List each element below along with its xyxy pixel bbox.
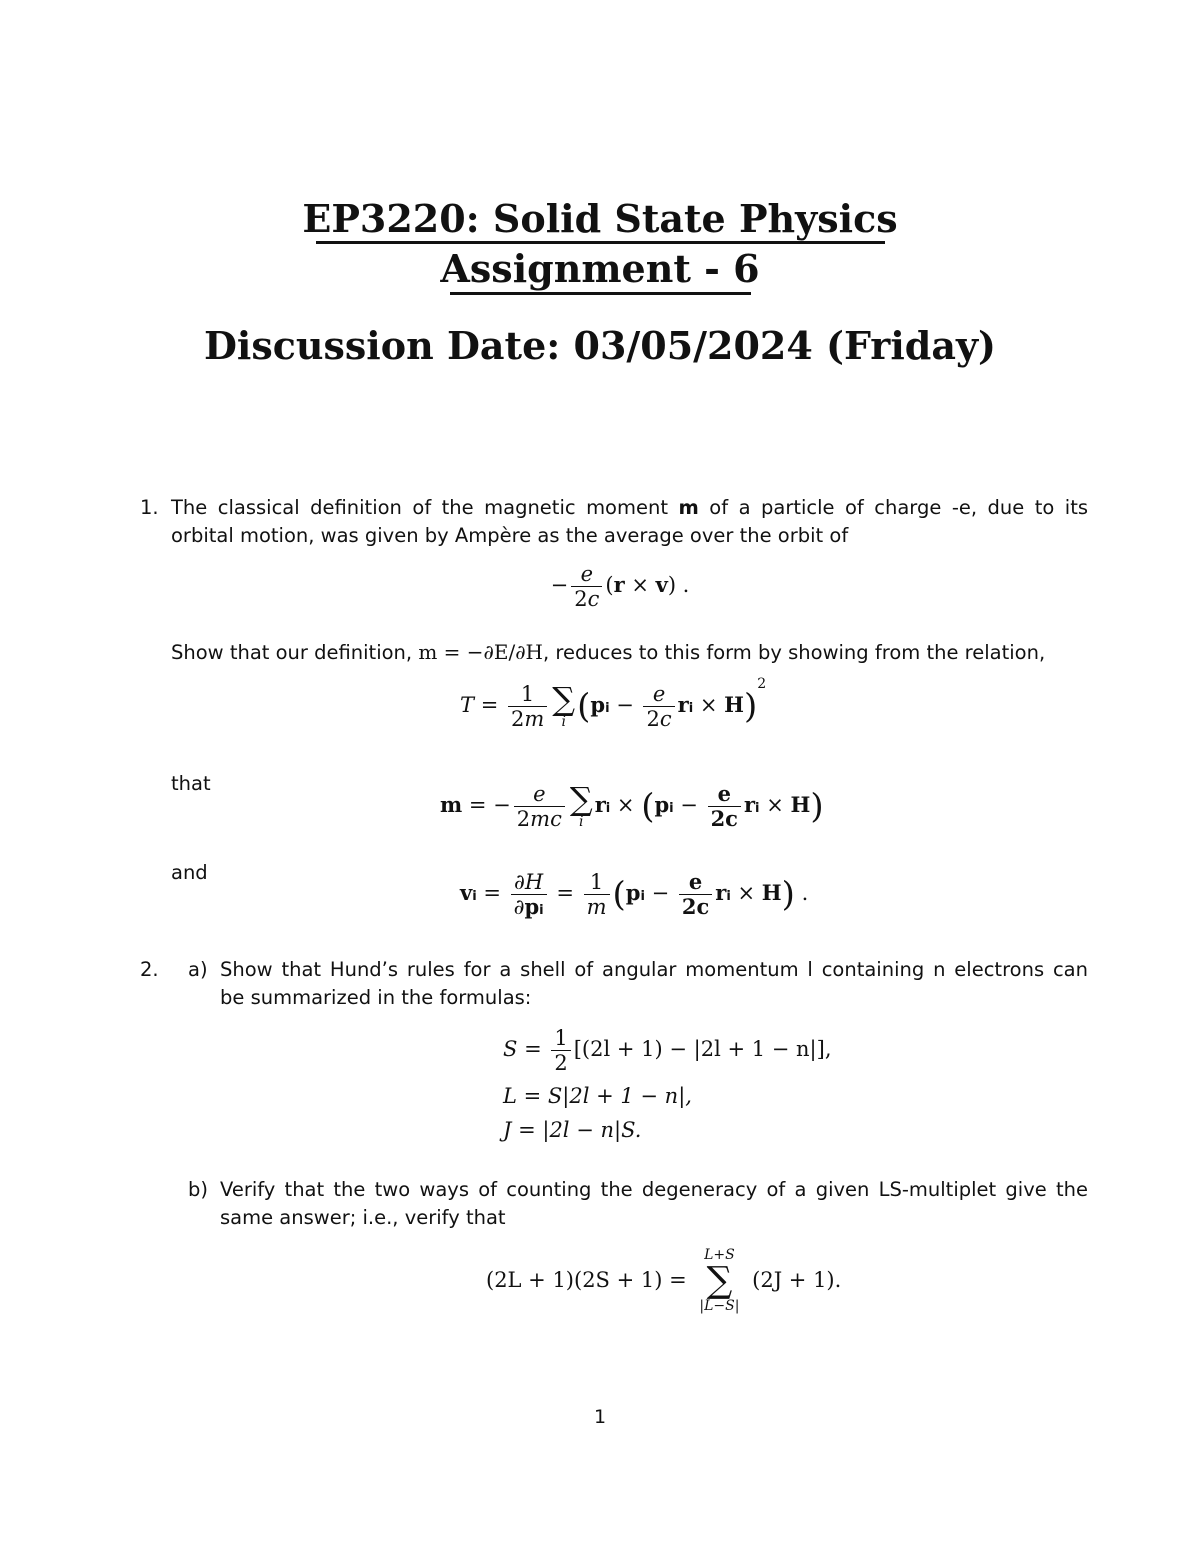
course-title-underline — [316, 241, 885, 244]
magnetic-moment-symbol: m — [678, 496, 699, 519]
degeneracy-left: (2L + 1)(2S + 1) = — [486, 1267, 687, 1292]
equation-classical-moment: − $\frac{e}{2c}$ (r × v) . — [550, 562, 690, 612]
assignment-title: Assignment - 6 — [440, 246, 760, 291]
degeneracy-right: (2J + 1). — [752, 1267, 842, 1292]
problem-1-text-a: The classical definition of the magnetic moment — [171, 496, 668, 519]
problem-1-line-1 — [171, 494, 1088, 522]
page-number: 1 — [593, 1406, 607, 1428]
equation-S-body: [(2l + 1) − |2l + 1 − n|], — [573, 1037, 832, 1062]
equation-magnetic-moment: m = − $\frac{e}{2mc}$ ∑ i ri × (pi − $\frac{e}{2c}$ ri × H) — [440, 779, 824, 832]
problem-1-show-line — [171, 638, 1045, 667]
part-b-label: b) — [188, 1178, 208, 1201]
sum-upper-limit: L+S — [704, 1247, 735, 1263]
part-b-line-1: Verify that the two ways of counting the degeneracy of a given LS-multiplet give the — [220, 1178, 1088, 1201]
and-label: and — [171, 861, 208, 884]
part-a-line-2: be summarized in the formulas: — [220, 986, 532, 1009]
equation-S: S = $\frac{1}{2}$ [(2l + 1) − |2l + 1 − n|], — [503, 1026, 832, 1076]
discussion-date: Discussion Date: 03/05/2024 (Friday) — [203, 323, 997, 368]
equation-L: L = S|2l + 1 − n|, — [503, 1084, 692, 1108]
problem-1-text-b: of a particle of charge -e, due to its — [709, 496, 1089, 519]
moment-definition: m = −∂E/∂H — [418, 640, 543, 664]
course-title: EP3220: Solid State Physics — [302, 196, 898, 241]
equation-J: J = |2l − n|S. — [503, 1118, 642, 1142]
part-a-label: a) — [188, 958, 208, 981]
that-label: that — [171, 772, 211, 795]
show-text-b: , reduces to this form by showing from the relation, — [542, 641, 1046, 664]
problem-1-line-2: orbital motion, was given by Ampère as the average over the orbit of — [171, 524, 849, 547]
equation-kinetic-energy: T = $\frac{1}{2m}$ ∑ i (pi − $\frac{e}{2c}$ ri × H)$^2$ — [460, 676, 767, 732]
assignment-title-underline — [450, 292, 751, 295]
equation-velocity: vi = $\frac{\partial H}{\partial pi}$ = $\frac{1}{m}$ (pi − $\frac{e}{2c}$ ri × H) . — [460, 869, 809, 920]
problem-2-number: 2. — [140, 958, 159, 981]
sum-lower-limit: |L−S| — [699, 1298, 740, 1315]
part-a-line-1: Show that Hund’s rules for a shell of angular momentum l containing n electrons can — [220, 958, 1088, 981]
show-text-a: Show that our definition, — [171, 641, 413, 664]
problem-1-number: 1. — [140, 496, 159, 519]
part-b-line-2: same answer; i.e., verify that — [220, 1206, 506, 1229]
equation-degeneracy: (2L + 1)(2S + 1) = L+S ∑ |L−S| (2J + 1). — [486, 1247, 842, 1315]
